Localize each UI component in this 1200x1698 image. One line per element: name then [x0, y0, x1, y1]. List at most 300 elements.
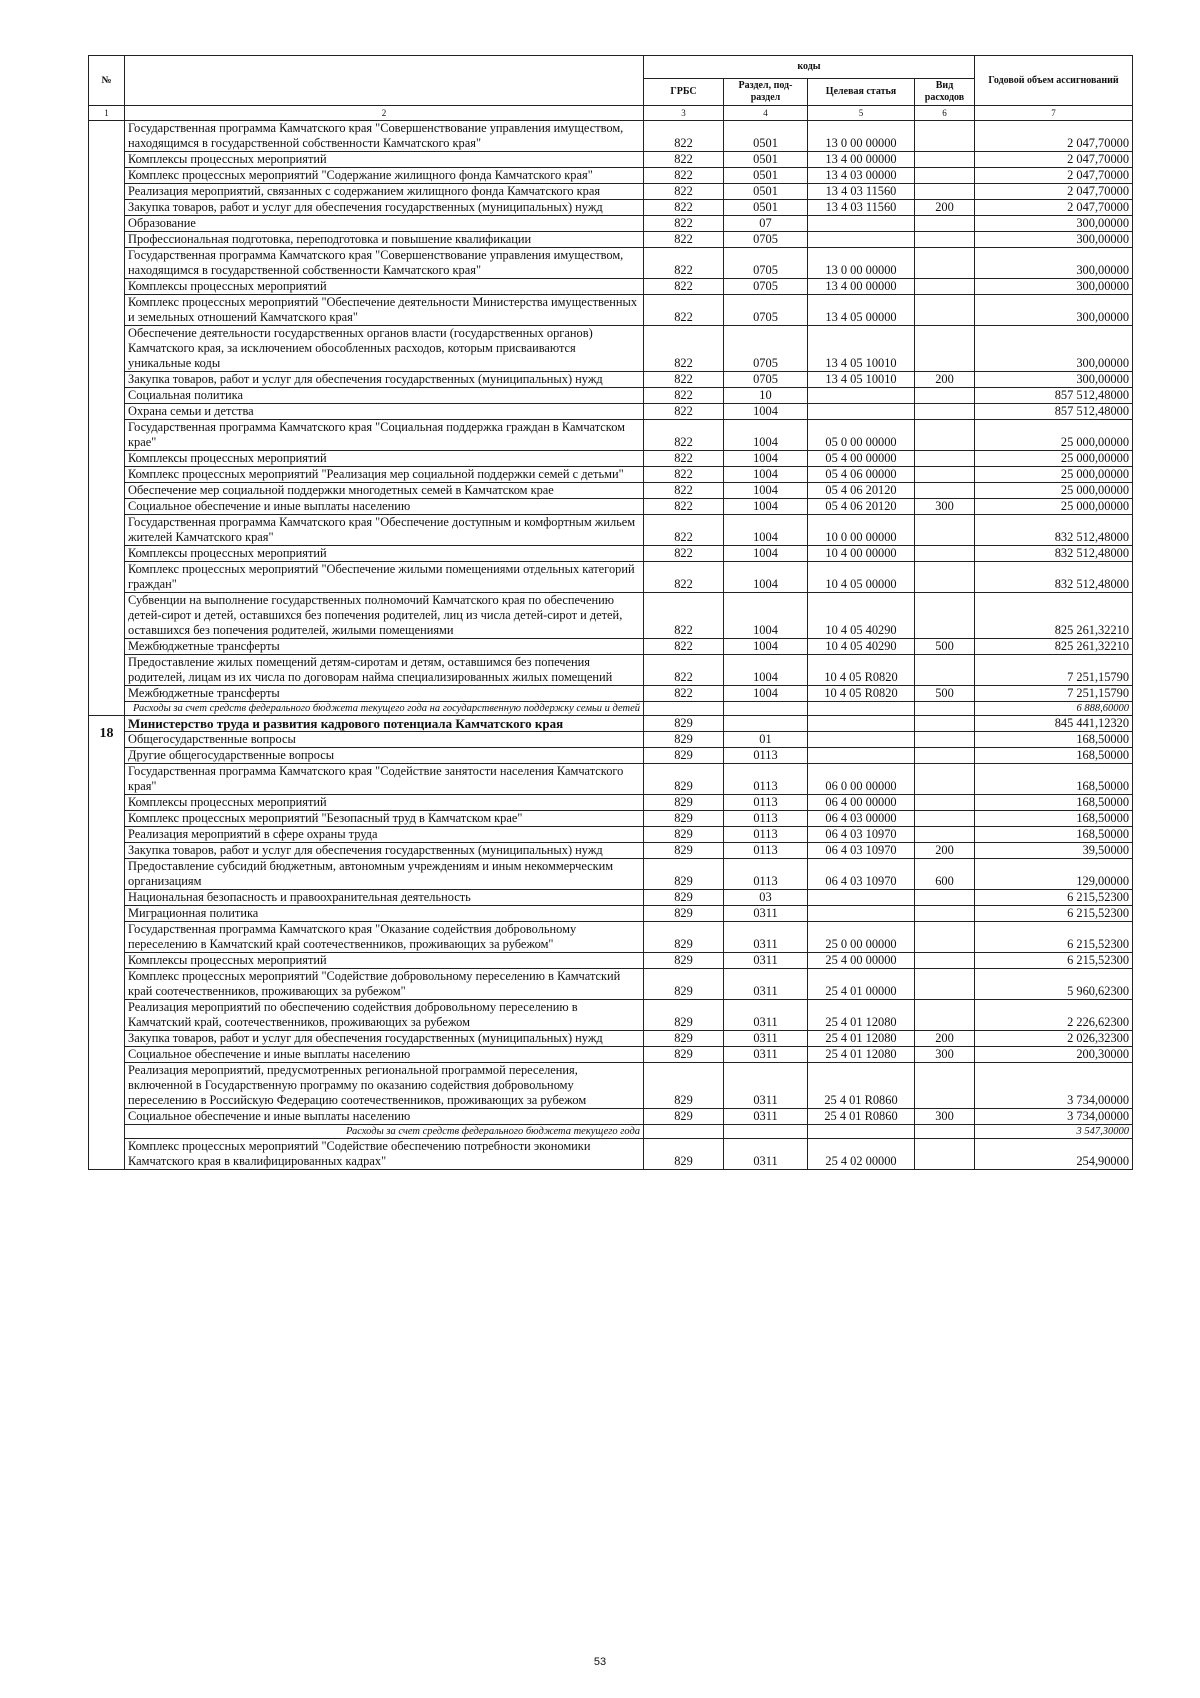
row-grbs: 822 [644, 168, 724, 184]
row-razdel: 0311 [724, 1031, 808, 1047]
row-tselevaya [808, 732, 915, 748]
row-razdel: 0113 [724, 795, 808, 811]
row-vid [915, 593, 975, 639]
row-amount: 300,00000 [975, 248, 1133, 279]
row-tselevaya: 13 4 00 00000 [808, 279, 915, 295]
header-codes: коды [644, 56, 975, 79]
table-row [89, 295, 1133, 326]
row-name: Профессиональная подготовка, переподготовка и повышение квалификации [125, 232, 644, 248]
row-name: Комплекс процессных мероприятий "Безопасный труд в Камчатском крае" [125, 811, 644, 827]
table-row [89, 562, 1133, 593]
row-razdel: 07 [724, 216, 808, 232]
table-row [89, 168, 1133, 184]
row-name: Закупка товаров, работ и услуг для обеспечения государственных (муниципальных) нужд [125, 843, 644, 859]
table-row [89, 732, 1133, 748]
row-amount: 6 215,52300 [975, 906, 1133, 922]
row-tselevaya: 25 0 00 00000 [808, 922, 915, 953]
row-vid [915, 827, 975, 843]
row-grbs: 829 [644, 764, 724, 795]
row-razdel: 0311 [724, 1109, 808, 1125]
row-number-cell [89, 121, 125, 716]
row-vid [915, 404, 975, 420]
table-row [89, 811, 1133, 827]
row-razdel: 0113 [724, 843, 808, 859]
table-row [89, 906, 1133, 922]
row-amount: 6 888,60000 [975, 702, 1133, 716]
row-amount: 168,50000 [975, 748, 1133, 764]
row-name: Миграционная политика [125, 906, 644, 922]
table-row [89, 388, 1133, 404]
row-grbs: 822 [644, 216, 724, 232]
row-vid [915, 1139, 975, 1170]
row-razdel: 0113 [724, 827, 808, 843]
row-tselevaya: 25 4 00 00000 [808, 953, 915, 969]
row-amount: 6 215,52300 [975, 953, 1133, 969]
row-vid [915, 795, 975, 811]
row-amount: 129,00000 [975, 859, 1133, 890]
row-grbs: 822 [644, 200, 724, 216]
row-vid [915, 655, 975, 686]
row-name: Государственная программа Камчатского края "Оказание содействия добровольному переселению в Камчатский край соотечественников, проживающих за рубежом" [125, 922, 644, 953]
row-grbs: 822 [644, 451, 724, 467]
row-vid [915, 451, 975, 467]
ministry-row [89, 716, 1133, 732]
note-row [89, 702, 1133, 716]
row-grbs [644, 1125, 724, 1139]
row-razdel: 0501 [724, 184, 808, 200]
row-name: Предоставление субсидий бюджетным, автономным учреждениям и иным некоммерческим организациям [125, 859, 644, 890]
row-name: Расходы за счет средств федерального бюджета текущего года на государственную поддержку семьи и детей [125, 702, 644, 716]
row-tselevaya [808, 716, 915, 732]
row-amount: 300,00000 [975, 326, 1133, 372]
table-row [89, 639, 1133, 655]
table-row [89, 372, 1133, 388]
row-grbs: 822 [644, 483, 724, 499]
table-row [89, 404, 1133, 420]
row-razdel: 0705 [724, 279, 808, 295]
row-razdel: 0501 [724, 200, 808, 216]
row-tselevaya: 06 4 03 10970 [808, 859, 915, 890]
row-razdel: 01 [724, 732, 808, 748]
row-amount: 300,00000 [975, 232, 1133, 248]
row-razdel: 0311 [724, 953, 808, 969]
table-row [89, 279, 1133, 295]
row-tselevaya [808, 890, 915, 906]
row-grbs: 829 [644, 748, 724, 764]
row-tselevaya: 25 4 01 R0860 [808, 1109, 915, 1125]
table-row [89, 248, 1133, 279]
row-tselevaya: 06 4 03 00000 [808, 811, 915, 827]
table-row [89, 843, 1133, 859]
row-razdel: 0501 [724, 152, 808, 168]
row-vid: 500 [915, 639, 975, 655]
row-grbs: 829 [644, 732, 724, 748]
row-razdel: 0113 [724, 859, 808, 890]
row-tselevaya: 10 4 05 R0820 [808, 655, 915, 686]
col-number-4: 4 [724, 106, 808, 121]
table-row [89, 953, 1133, 969]
row-tselevaya: 10 4 05 00000 [808, 562, 915, 593]
row-amount: 25 000,00000 [975, 420, 1133, 451]
header-number: № [89, 56, 125, 106]
table-row [89, 420, 1133, 451]
row-name: Государственная программа Камчатского края "Содействие занятости населения Камчатского края" [125, 764, 644, 795]
table-row [89, 216, 1133, 232]
table-row [89, 655, 1133, 686]
row-amount: 3 547,30000 [975, 1125, 1133, 1139]
row-grbs: 822 [644, 248, 724, 279]
table-body [89, 121, 1133, 1170]
row-grbs: 822 [644, 152, 724, 168]
row-amount: 2 047,70000 [975, 184, 1133, 200]
row-grbs: 829 [644, 890, 724, 906]
row-vid [915, 152, 975, 168]
row-tselevaya: 13 4 03 11560 [808, 200, 915, 216]
row-tselevaya: 25 4 01 R0860 [808, 1063, 915, 1109]
row-grbs: 822 [644, 184, 724, 200]
row-name: Социальное обеспечение и иные выплаты населению [125, 499, 644, 515]
row-name: Национальная безопасность и правоохранительная деятельность [125, 890, 644, 906]
row-amount: 7 251,15790 [975, 686, 1133, 702]
row-name: Охрана семьи и детства [125, 404, 644, 420]
table-row [89, 1000, 1133, 1031]
row-grbs: 822 [644, 372, 724, 388]
row-vid [915, 121, 975, 152]
table-row [89, 1047, 1133, 1063]
row-vid [915, 811, 975, 827]
row-grbs: 829 [644, 1047, 724, 1063]
row-tselevaya: 25 4 02 00000 [808, 1139, 915, 1170]
row-vid: 600 [915, 859, 975, 890]
header-razdel: Раздел, под-раздел [724, 79, 808, 106]
table-row [89, 326, 1133, 372]
row-razdel: 1004 [724, 593, 808, 639]
row-name: Закупка товаров, работ и услуг для обеспечения государственных (муниципальных) нужд [125, 1031, 644, 1047]
table-row [89, 686, 1133, 702]
row-razdel: 0311 [724, 1047, 808, 1063]
row-tselevaya: 06 4 03 10970 [808, 827, 915, 843]
table-row [89, 795, 1133, 811]
row-name: Другие общегосударственные вопросы [125, 748, 644, 764]
row-amount: 2 047,70000 [975, 152, 1133, 168]
row-razdel: 0705 [724, 372, 808, 388]
row-amount: 2 047,70000 [975, 200, 1133, 216]
row-tselevaya: 25 4 01 12080 [808, 1031, 915, 1047]
row-amount: 168,50000 [975, 827, 1133, 843]
header-amount: Годовой объем ассигнований [975, 56, 1133, 106]
row-amount: 300,00000 [975, 216, 1133, 232]
row-tselevaya: 25 4 01 12080 [808, 1047, 915, 1063]
row-tselevaya [808, 1125, 915, 1139]
row-tselevaya: 25 4 01 12080 [808, 1000, 915, 1031]
row-tselevaya: 13 4 03 00000 [808, 168, 915, 184]
row-grbs: 829 [644, 922, 724, 953]
row-razdel [724, 716, 808, 732]
row-razdel: 0311 [724, 922, 808, 953]
row-tselevaya: 13 0 00 00000 [808, 248, 915, 279]
row-amount: 2 226,62300 [975, 1000, 1133, 1031]
row-vid [915, 420, 975, 451]
row-amount: 25 000,00000 [975, 451, 1133, 467]
row-razdel: 0501 [724, 168, 808, 184]
row-vid: 200 [915, 372, 975, 388]
row-amount: 845 441,12320 [975, 716, 1133, 732]
row-grbs: 829 [644, 795, 724, 811]
row-amount: 200,30000 [975, 1047, 1133, 1063]
row-vid: 300 [915, 1109, 975, 1125]
row-razdel: 0705 [724, 326, 808, 372]
row-amount: 168,50000 [975, 795, 1133, 811]
row-amount: 857 512,48000 [975, 388, 1133, 404]
table-row [89, 499, 1133, 515]
row-tselevaya: 05 4 06 00000 [808, 467, 915, 483]
col-number-7: 7 [975, 106, 1133, 121]
row-name: Комплекс процессных мероприятий "Обеспечение жилыми помещениями отдельных категорий граждан" [125, 562, 644, 593]
row-razdel: 0311 [724, 1063, 808, 1109]
header-vid: Вид расходов [915, 79, 975, 106]
row-tselevaya [808, 232, 915, 248]
row-grbs: 822 [644, 121, 724, 152]
row-amount: 825 261,32210 [975, 639, 1133, 655]
row-tselevaya: 05 4 06 20120 [808, 483, 915, 499]
row-grbs: 822 [644, 686, 724, 702]
row-razdel [724, 1125, 808, 1139]
row-razdel [724, 702, 808, 716]
row-tselevaya: 13 4 05 10010 [808, 326, 915, 372]
row-tselevaya: 13 4 03 11560 [808, 184, 915, 200]
row-razdel: 1004 [724, 404, 808, 420]
table-header [89, 56, 1133, 121]
row-name: Социальная политика [125, 388, 644, 404]
col-number-1: 1 [89, 106, 125, 121]
row-name: Государственная программа Камчатского края "Совершенствование управления имуществом, находящимся в государственной собственности Камчатского края" [125, 121, 644, 152]
note-row [89, 1125, 1133, 1139]
table-row [89, 152, 1133, 168]
table-row [89, 546, 1133, 562]
row-amount: 39,50000 [975, 843, 1133, 859]
row-vid [915, 467, 975, 483]
row-amount: 857 512,48000 [975, 404, 1133, 420]
row-razdel: 03 [724, 890, 808, 906]
row-vid [915, 168, 975, 184]
row-grbs: 829 [644, 827, 724, 843]
row-tselevaya: 10 4 00 00000 [808, 546, 915, 562]
row-razdel: 1004 [724, 420, 808, 451]
row-tselevaya: 05 0 00 00000 [808, 420, 915, 451]
row-name: Реализация мероприятий, предусмотренных региональной программой переселения, включенной в Государственную программу по оказанию содействия добровольному переселению в Российскую Федерацию соотечественников, проживающих за рубежом [125, 1063, 644, 1109]
row-grbs: 829 [644, 843, 724, 859]
row-razdel: 1004 [724, 562, 808, 593]
table-row [89, 121, 1133, 152]
table-row [89, 1139, 1133, 1170]
row-name: Закупка товаров, работ и услуг для обеспечения государственных (муниципальных) нужд [125, 372, 644, 388]
row-tselevaya [808, 748, 915, 764]
row-vid [915, 248, 975, 279]
page-number: 53 [593, 1656, 607, 1668]
row-name: Предоставление жилых помещений детям-сиротам и детям, оставшимся без попечения родителей, лицам из их числа по договорам найма специализированных жилых помещений [125, 655, 644, 686]
row-tselevaya: 10 4 05 R0820 [808, 686, 915, 702]
row-name: Комплексы процессных мероприятий [125, 795, 644, 811]
row-amount: 25 000,00000 [975, 483, 1133, 499]
row-razdel: 1004 [724, 483, 808, 499]
row-vid: 200 [915, 1031, 975, 1047]
row-name: Социальное обеспечение и иные выплаты населению [125, 1109, 644, 1125]
row-name: Комплексы процессных мероприятий [125, 152, 644, 168]
row-vid [915, 906, 975, 922]
row-name: Образование [125, 216, 644, 232]
row-vid [915, 388, 975, 404]
row-grbs: 829 [644, 1000, 724, 1031]
row-name: Межбюджетные трансферты [125, 686, 644, 702]
row-vid [915, 1000, 975, 1031]
row-grbs: 829 [644, 1063, 724, 1109]
row-amount: 832 512,48000 [975, 546, 1133, 562]
table-row [89, 1063, 1133, 1109]
row-tselevaya: 25 4 01 00000 [808, 969, 915, 1000]
row-vid [915, 732, 975, 748]
row-amount: 25 000,00000 [975, 499, 1133, 515]
row-razdel: 0311 [724, 969, 808, 1000]
table-row [89, 483, 1133, 499]
row-vid [915, 716, 975, 732]
row-amount: 5 960,62300 [975, 969, 1133, 1000]
row-name: Государственная программа Камчатского края "Социальная поддержка граждан в Камчатском крае" [125, 420, 644, 451]
row-amount: 25 000,00000 [975, 467, 1133, 483]
col-number-6: 6 [915, 106, 975, 121]
row-razdel: 0705 [724, 232, 808, 248]
row-amount: 254,90000 [975, 1139, 1133, 1170]
budget-table [88, 55, 1133, 1170]
header-grbs: ГРБС [644, 79, 724, 106]
row-amount: 6 215,52300 [975, 890, 1133, 906]
row-grbs: 822 [644, 420, 724, 451]
row-razdel: 1004 [724, 639, 808, 655]
row-name: Общегосударственные вопросы [125, 732, 644, 748]
row-tselevaya [808, 906, 915, 922]
row-vid [915, 969, 975, 1000]
row-grbs: 822 [644, 326, 724, 372]
row-amount: 168,50000 [975, 811, 1133, 827]
row-amount: 832 512,48000 [975, 515, 1133, 546]
row-name: Комплекс процессных мероприятий "Содержание жилищного фонда Камчатского края" [125, 168, 644, 184]
table-row [89, 969, 1133, 1000]
table-row [89, 200, 1133, 216]
row-vid [915, 216, 975, 232]
table-row [89, 1109, 1133, 1125]
row-grbs [644, 702, 724, 716]
row-razdel: 1004 [724, 467, 808, 483]
row-grbs: 822 [644, 593, 724, 639]
row-tselevaya: 05 4 06 20120 [808, 499, 915, 515]
row-grbs: 822 [644, 295, 724, 326]
row-grbs: 822 [644, 467, 724, 483]
row-amount: 825 261,32210 [975, 593, 1133, 639]
row-razdel: 0113 [724, 748, 808, 764]
row-name: Комплекс процессных мероприятий "Обеспечение деятельности Министерства имущественных и земельных отношений Камчатского края" [125, 295, 644, 326]
row-name: Комплексы процессных мероприятий [125, 546, 644, 562]
row-grbs: 829 [644, 716, 724, 732]
row-razdel: 0501 [724, 121, 808, 152]
row-razdel: 0311 [724, 906, 808, 922]
row-amount: 300,00000 [975, 295, 1133, 326]
row-grbs: 829 [644, 1139, 724, 1170]
row-grbs: 829 [644, 969, 724, 1000]
row-vid [915, 702, 975, 716]
row-amount: 7 251,15790 [975, 655, 1133, 686]
row-amount: 6 215,52300 [975, 922, 1133, 953]
row-name: Министерство труда и развития кадрового потенциала Камчатского края [125, 716, 644, 732]
row-tselevaya [808, 702, 915, 716]
row-name: Расходы за счет средств федерального бюджета текущего года [125, 1125, 644, 1139]
row-name: Комплексы процессных мероприятий [125, 451, 644, 467]
row-vid [915, 922, 975, 953]
row-vid [915, 953, 975, 969]
row-name: Реализация мероприятий по обеспечению содействия добровольному переселению в Камчатский край, соотечественников, проживающих за рубежом [125, 1000, 644, 1031]
row-name: Государственная программа Камчатского края "Совершенствование управления имуществом, находящимся в государственной собственности Камчатского края" [125, 248, 644, 279]
row-name: Комплексы процессных мероприятий [125, 953, 644, 969]
row-tselevaya: 05 4 00 00000 [808, 451, 915, 467]
row-name: Реализация мероприятий в сфере охраны труда [125, 827, 644, 843]
row-vid [915, 546, 975, 562]
row-amount: 168,50000 [975, 764, 1133, 795]
row-tselevaya: 10 0 00 00000 [808, 515, 915, 546]
row-number: 18 [89, 716, 125, 1170]
row-razdel: 1004 [724, 515, 808, 546]
row-grbs: 829 [644, 811, 724, 827]
row-grbs: 822 [644, 499, 724, 515]
row-grbs: 829 [644, 1109, 724, 1125]
row-tselevaya: 06 4 03 10970 [808, 843, 915, 859]
row-grbs: 822 [644, 388, 724, 404]
row-vid [915, 326, 975, 372]
row-tselevaya: 10 4 05 40290 [808, 639, 915, 655]
row-grbs: 822 [644, 515, 724, 546]
row-razdel: 1004 [724, 546, 808, 562]
table-row [89, 827, 1133, 843]
row-razdel: 0311 [724, 1000, 808, 1031]
row-razdel: 10 [724, 388, 808, 404]
row-grbs: 822 [644, 655, 724, 686]
header-name [125, 56, 644, 106]
table-row [89, 593, 1133, 639]
row-name: Комплексы процессных мероприятий [125, 279, 644, 295]
row-grbs: 822 [644, 639, 724, 655]
row-vid [915, 232, 975, 248]
row-vid [915, 1125, 975, 1139]
row-amount: 3 734,00000 [975, 1063, 1133, 1109]
row-vid [915, 1063, 975, 1109]
table-row [89, 859, 1133, 890]
row-razdel: 1004 [724, 451, 808, 467]
row-name: Государственная программа Камчатского края "Обеспечение доступным и комфортным жильем жителей Камчатского края" [125, 515, 644, 546]
row-tselevaya [808, 388, 915, 404]
row-razdel: 1004 [724, 655, 808, 686]
row-razdel: 0705 [724, 295, 808, 326]
row-grbs: 822 [644, 562, 724, 593]
table-row [89, 1031, 1133, 1047]
col-number-3: 3 [644, 106, 724, 121]
table-row [89, 748, 1133, 764]
row-amount: 2 026,32300 [975, 1031, 1133, 1047]
row-tselevaya: 10 4 05 40290 [808, 593, 915, 639]
row-vid [915, 890, 975, 906]
row-grbs: 822 [644, 546, 724, 562]
header-tselevaya: Целевая статья [808, 79, 915, 106]
col-number-5: 5 [808, 106, 915, 121]
row-vid [915, 748, 975, 764]
row-grbs: 822 [644, 232, 724, 248]
row-vid [915, 483, 975, 499]
